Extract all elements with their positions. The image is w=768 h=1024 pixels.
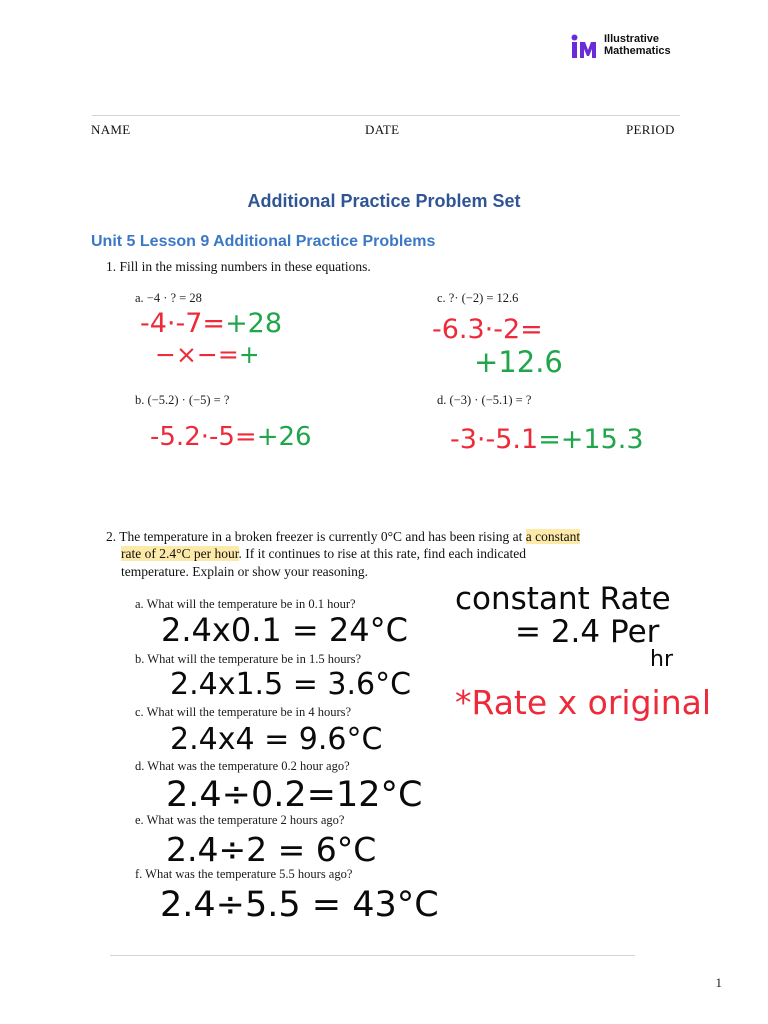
note-rate-value: = 2.4 Per [515,614,660,650]
period-label: PERIOD [626,122,675,137]
logo-line-2: Mathematics [604,44,671,57]
q2c-label: c. What will the temperature be in 4 hours? [135,705,352,719]
q2-line1-text: 2. The temperature in a broken freezer is currently 0°C and has been rising at [106,529,526,544]
q1-prompt: 1. Fill in the missing numbers in these equations. [106,259,371,274]
q1d-label: d. (−3) · (−5.1) = ? [437,393,532,407]
q2-line2-text: . If it continues to rise at this rate, find each indicated [238,546,527,561]
q1b-handwriting [150,424,312,450]
q1a-label: a. −4 · ? = 28 [135,291,202,305]
q2c-handwriting: 2.4x4 = 9.6°C [170,722,383,757]
illustrative-mathematics-logo [571,34,681,60]
q1d-hw-green: =+15.3 [538,424,644,455]
q1c-label: c. ?· (−2) = 12.6 [437,291,519,305]
im-logo-icon [571,34,601,60]
q1c-hw-red: -6.3·-2= [432,314,543,345]
q1b-label: b. (−5.2) · (−5) = ? [135,393,230,407]
q2e-label: e. What was the temperature 2 hours ago? [135,813,345,827]
q1b-hw-red: -5.2·-5= [150,422,257,452]
q2a-handwriting: 2.4x0.1 = 24°C [161,611,408,649]
q2d-label: d. What was the temperature 0.2 hour ago? [135,759,350,773]
q2-highlight-1: a constant [525,529,581,544]
q1c-hw-green: +12.6 [474,345,563,379]
q1a-hw2-red: −×−= [155,340,239,369]
name-label: NAME [91,122,131,137]
document-title: Additional Practice Problem Set [247,191,521,211]
q1b-hw-green: +26 [256,422,312,452]
q2d-handwriting: 2.4÷0.2=12°C [166,775,423,815]
q2b-handwriting: 2.4x1.5 = 3.6°C [170,667,412,702]
q1d-hw-red: -3·-5.1 [450,424,539,455]
q1a-handwriting [140,310,282,337]
logo-line-1: Illustrative [604,33,660,45]
q2-highlight-2: rate of 2.4°C per hour [121,546,239,561]
q2-prompt-line-1 [106,529,580,545]
footer-rule [110,955,635,956]
q2a-label: a. What will the temperature be in 0.1 hour? [135,597,356,611]
q2-prompt-line-2 [121,546,526,562]
q2e-handwriting: 2.4÷2 = 6°C [166,830,377,869]
header-rule [92,115,680,116]
note-rate-times-original: *Rate x original [455,683,712,722]
q1a-hw-green: +28 [225,308,283,339]
q2-prompt-line-3: temperature. Explain or show your reasoning. [121,564,369,579]
unit-title: Unit 5 Lesson 9 Additional Practice Problems [91,233,436,250]
q2f-handwriting: 2.4÷5.5 = 43°C [160,885,439,925]
q1a-handwriting-2 [155,342,260,367]
note-per-hour: hr [650,647,673,672]
logo-text [604,34,671,57]
q2b-label: b. What will the temperature be in 1.5 hours? [135,652,362,666]
q2f-label: f. What was the temperature 5.5 hours ago? [135,867,353,881]
q1a-hw-red: -4·-7= [140,308,226,339]
note-constant-rate: constant Rate [455,581,671,617]
page-number: 1 [715,975,722,990]
date-label: DATE [365,122,400,137]
q1a-hw2-green: + [238,340,260,369]
q1d-handwriting [450,426,644,453]
